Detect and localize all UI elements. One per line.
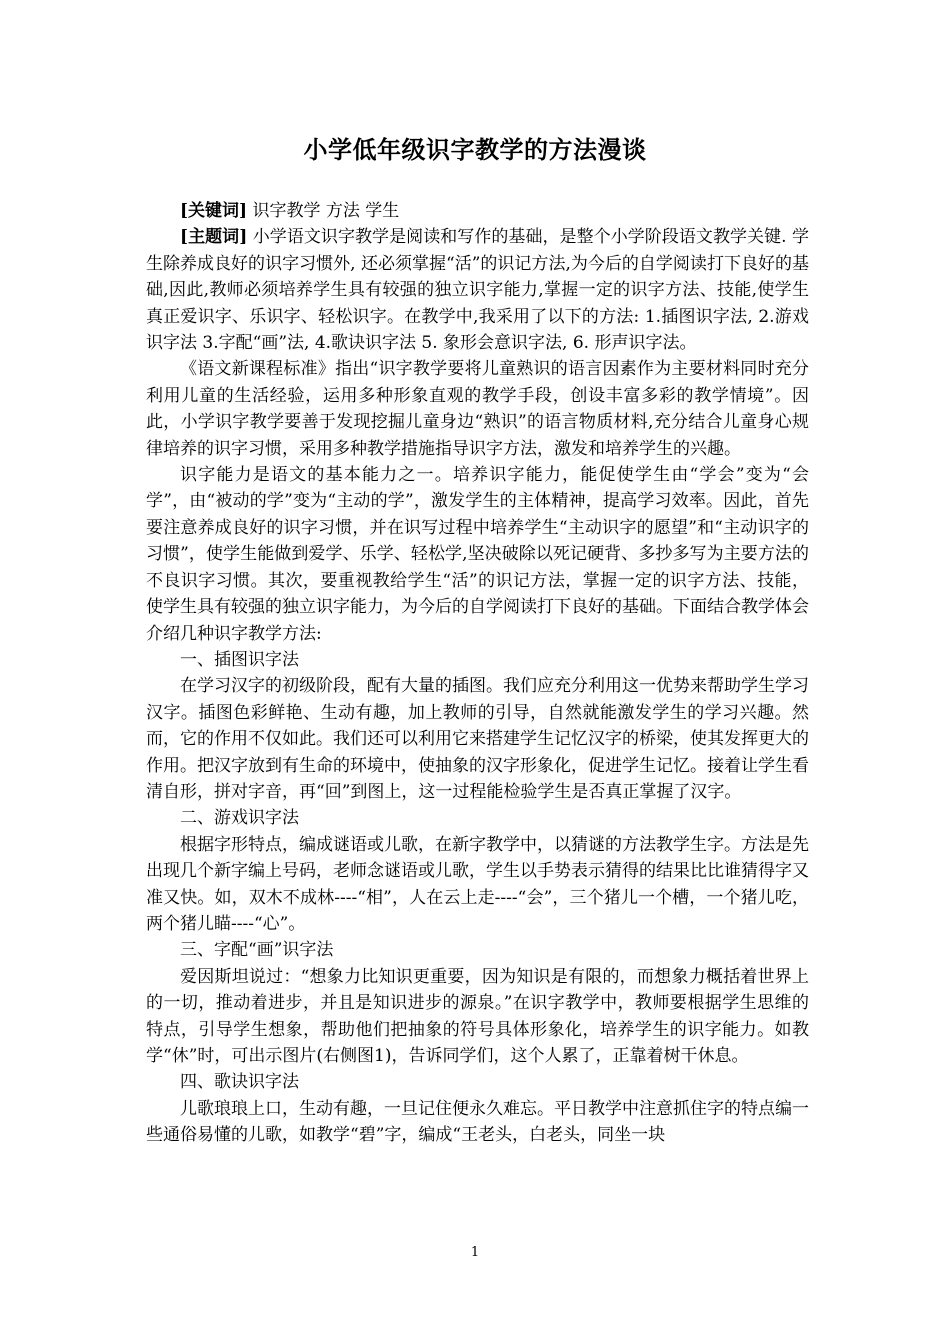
document-title: 小学低年级识字教学的方法漫谈 [303,136,647,164]
paragraph-rhyme: 儿歌琅琅上口，生动有趣，一旦记住便永久难忘。平日教学中注意抓住字的特点编一些通俗易懂的儿歌，如教学“碧”字，编成“王老头，白老头，同坐一块 [146,1098,809,1146]
theme-paragraph [146,224,809,356]
paragraph-game: 根据字形特点，编成谜语或儿歌，在新字教学中，以猜谜的方法教学生字。方法是先出现几个新字编上号码，老师念谜语或儿歌，学生以手势表示猜得的结果比比谁猜得字又准又快。如，双木不成林----“相”，人在云上走----“会”，三个猪儿一个槽，一个猪儿吃，两个猪儿瞄----“心”。 [146,834,809,934]
keywords-label: [关键词] [180,201,248,221]
section-heading-rhyme: 四、歌诀识字法 [180,1072,299,1093]
paragraph-curriculum: 《语文新课程标准》指出“识字教学要将儿童熟识的语言因素作为主要材料同时充分利用儿童的生活经验，运用多种形象直观的教学手段，创设丰富多彩的教学情境”。因此，小学识字教学要善于发现挖掘儿童身边“熟识”的语言物质材料,充分结合儿童身心规律培养的识字习惯，采用多种教学措施指导识字方法，激发和培养学生的兴趣。 [146,359,809,459]
theme-label: [主题词] [180,227,248,248]
paragraph-picture: 爱因斯坦说过：“想象力比知识更重要，因为知识是有限的，而想象力概括着世界上的一切，推动着进步，并且是知识进步的源泉。”在识字教学中，教师要根据学生思维的特点，引导学生想象，帮助他们把抽象的符号具体形象化，培养学生的识字能力。如教学“休”时，可出示图片(右侧图1)，告诉同学们，这个人累了，正靠着树干休息。 [146,966,809,1066]
section-heading-illustration: 一、插图识字法 [180,649,299,670]
paragraph-ability: 识字能力是语文的基本能力之一。培养识字能力，能促使学生由“学会”变为“会学”，由“被动的学”变为“主动的学”，激发学生的主体精神，提高学习效率。因此，首先要注意养成良好的识字习惯，并在识写过程中培养学生“主动识字的愿望”和“主动识字的习惯”，使学生能做到爱学、乐学、轻松学,坚决破除以死记硬背、多抄多写为主要方法的不良识字习惯。其次，要重视教给学生“活”的识记方法，掌握一定的识字方法、技能，使学生具有较强的独立识字能力，为今后的自学阅读打下良好的基础。下面结合教学体会介绍几种识字教学方法: [146,465,809,644]
keywords-text: 识字教学 方法 学生 [252,201,400,221]
section-heading-picture: 三、字配“画”识字法 [180,940,334,961]
keywords-line [146,198,809,224]
paragraph-illustration: 在学习汉字的初级阶段，配有大量的插图。我们应充分利用这一优势来帮助学生学习汉字。插图色彩鲜艳、生动有趣，加上教师的引导，自然就能激发学生的学习兴趣。然而，它的作用不仅如此。我们还可以利用它来搭建学生记忆汉字的桥梁，使其发挥更大的作用。把汉字放到有生命的环境中，使抽象的汉字形象化，促进学生记忆。接着让学生看清自形，拼对字音，再“回”到图上，这一过程能检验学生是否真正掌握了汉字。 [146,676,809,802]
theme-text: 小学语文识字教学是阅读和写作的基础，是整个小学阶段语文教学关键. 学生除养成良好的识字习惯外, 还必须掌握“活”的识记方法,为今后的自学阅读打下良好的基础,因此,教师必须培养学生具有较强的独立识字能力,掌握一定的识字方法、技能,使学生真正爱识字、乐识字、轻松识字。在教学中,我采用了以下的方法: 1.插图识字法, 2.游戏识字法 3.字配“画”法, 4.歌诀识字法 5. 象形会意识字法, 6. 形声识字法。 [146,227,810,354]
document-body [146,198,809,1149]
page-number: 1 [470,1245,480,1260]
section-heading-game: 二、游戏识字法 [180,808,299,829]
